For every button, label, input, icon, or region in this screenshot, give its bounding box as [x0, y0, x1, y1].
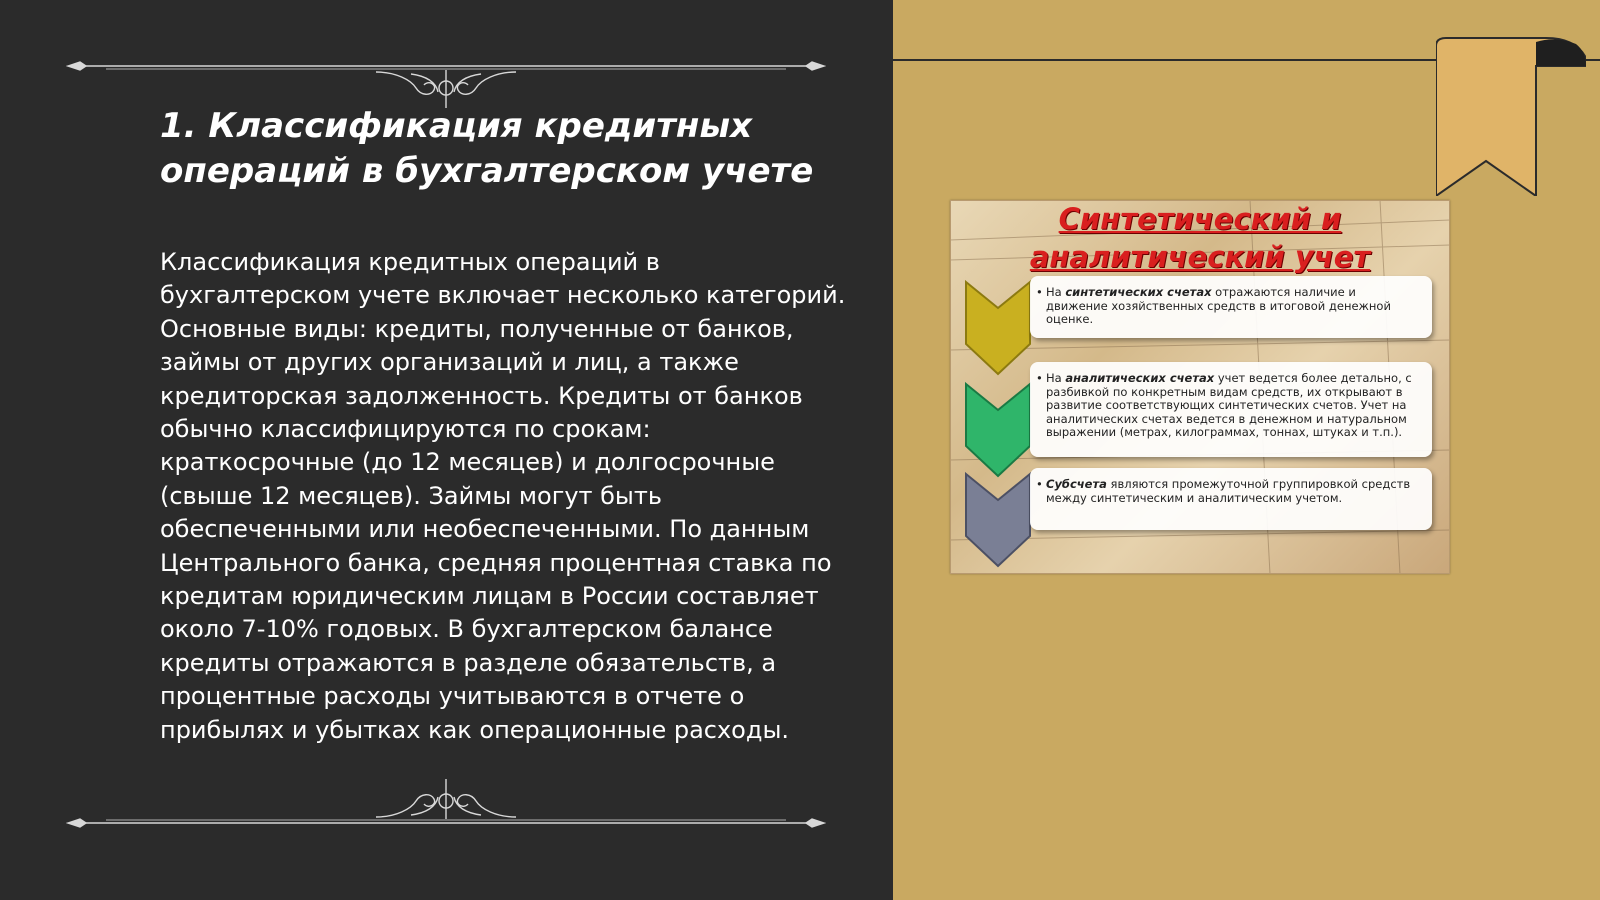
image-title-line-2: аналитический учет: [1029, 240, 1371, 274]
bookmark-ribbon-icon: [1436, 36, 1586, 196]
item-prefix: На: [1046, 371, 1066, 385]
bullet: •: [1036, 371, 1043, 385]
embedded-slide-image: [950, 200, 1450, 574]
slide-body-text: Классификация кредитных операций в бухгалтерском учете включает несколько категорий. Основные виды: кредиты, полученные от банков, займы от других организаций и лиц, а также кредиторская задолженность. Кредиты от банков обычно классифицируются по срокам: краткосрочные (до 12 месяцев) и долгосрочные (свыше 12 месяцев). Займы могут быть обеспеченными или необеспеченными. По данным Центрального банка, средняя процентная ставка по кредитам юридическим лицам в России составляет около 7-10% годовых. В бухгалтерском балансе кредиты отражаются в разделе обязательств, а процентные расходы учитываются в отчете о прибылях и убытках как операционные расходы.: [160, 248, 846, 744]
item-term: аналитических счетах: [1065, 371, 1215, 385]
item-term: синтетических счетах: [1065, 285, 1212, 299]
item-text: являются промежуточной группировкой средств между синтетическим и аналитическим учетом.: [1046, 477, 1411, 505]
item-term: Субсчета: [1046, 477, 1107, 491]
item-text: учет ведется более детально, с разбивкой по конкретным видам средств, их открывают в развитие соответствующих синтетических счетов. Учет на аналитических счетах ведется в денежном и натуральном выражении (метрах, килограммах, тоннах, штуках и т.п.).: [1046, 371, 1412, 440]
bullet: •: [1036, 285, 1043, 299]
slide-title-line-2: операций в бухгалтерском учете: [160, 151, 814, 191]
analytic-accounts-box: [1030, 362, 1432, 457]
green-chevron-icon: [962, 380, 1034, 480]
image-title: [950, 200, 1450, 276]
subaccounts-box: [1030, 468, 1432, 530]
slide-title-line-1: 1. Классификация кредитных: [160, 106, 753, 146]
top-ornament-divider: [66, 50, 826, 110]
bottom-ornament-divider: [66, 775, 826, 835]
image-title-line-1: Синтетический и: [1058, 202, 1342, 236]
yellow-chevron-icon: [962, 278, 1034, 378]
bullet: •: [1036, 477, 1043, 491]
item-prefix: На: [1046, 285, 1066, 299]
slide-title: [160, 104, 850, 194]
synthetic-accounts-box: [1030, 276, 1432, 338]
gray-chevron-icon: [962, 470, 1034, 570]
item-text: отражаются наличие и движение хозяйственных средств в итоговой денежной оценке.: [1046, 285, 1391, 327]
